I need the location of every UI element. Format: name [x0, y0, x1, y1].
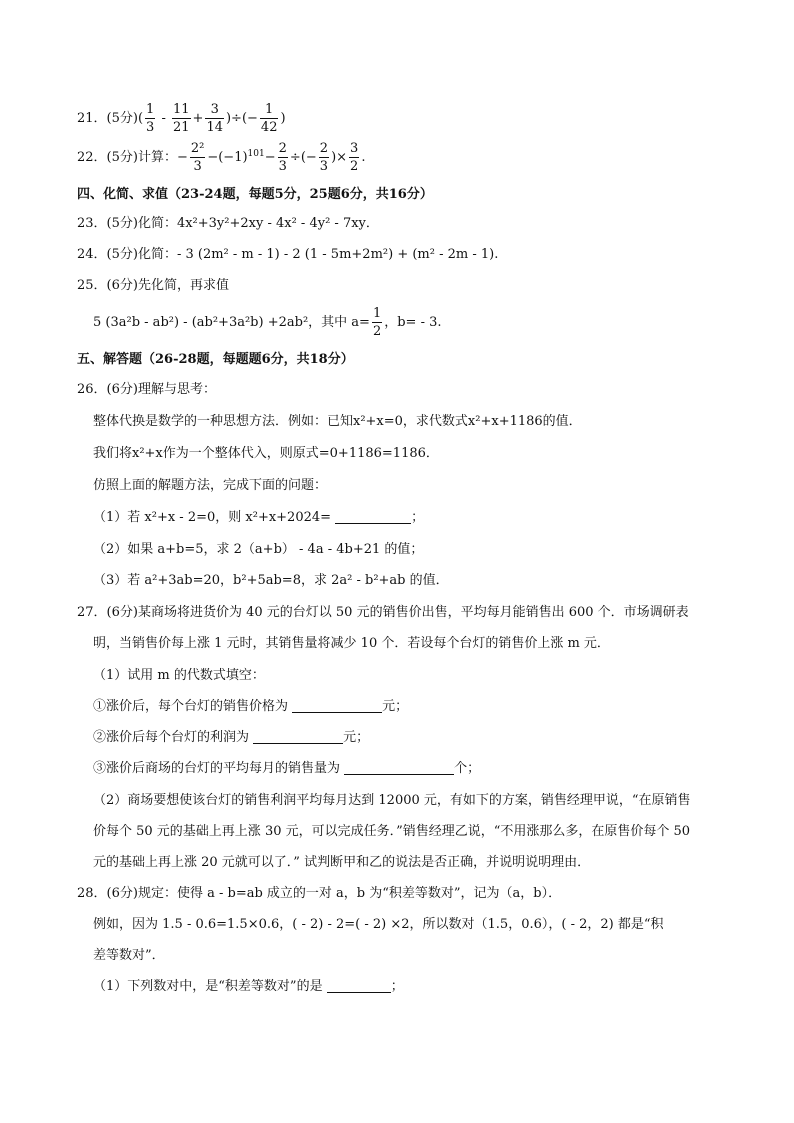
question-25-title: 25．(6分)先化简，再求值: [77, 278, 229, 293]
question-26-text: 我们将x²+x作为一个整体代入，则原式=0+1186=1186．: [93, 446, 439, 461]
question-27-text: 27．(6分)某商场将进货价为 40 元的台灯以 50 元的销售价出售，平均每月能销售出 600 个．市场调研表: [77, 605, 689, 620]
question-23: 23．(5分)化简：4x²+3y²+2xy - 4x² - 4y² - 7xy．: [77, 216, 379, 231]
question-26-title: 26．(6分)理解与思考：: [77, 382, 216, 397]
question-26-text: 整体代换是数学的一种思想方法．例如：已知x²+x=0，求代数式x²+x+1186的值．: [93, 414, 582, 429]
question-27-text: 元的基础上再上涨 20 元就可以了．” 试判断甲和乙的说法是否正确，并说明说明理由．: [93, 855, 591, 870]
question-25-expression: 5 (3a²b - ab²) - (ab²+3a²b) +2ab²，其中 a= $\frac{1}{2}$ ，b= - 3.: [93, 306, 442, 339]
question-27-item-c: ③涨价后商场的台灯的平均每月的销售量为 个；: [93, 761, 481, 776]
fraction: $\frac{1}{42}$: [260, 102, 278, 135]
answer-blank: [335, 509, 411, 524]
section-4-heading: 四、化简、求值（23-24题，每题5分，25题6分，共16分）: [77, 187, 433, 202]
answer-blank: [327, 978, 391, 993]
answer-blank: [253, 729, 343, 744]
answer-blank: [344, 760, 454, 775]
fraction: $\frac{3}{14}$: [206, 102, 223, 135]
question-26-part-3: （3）若 a²+3ab=20，b²+5ab=8，求 2a² - b²+ab 的值．: [93, 573, 449, 588]
question-27-part-2: （2）商场要想使该台灯的销售利润平均每月达到 12000 元，有如下的方案，销售经理甲说，“在原销售: [93, 793, 691, 808]
question-28-part-1: （1）下列数对中，是“积差等数对”的是 ；: [93, 979, 404, 994]
fraction: $\frac{11}{21}$: [172, 102, 190, 135]
question-21: 21．(5分)( $\frac{1}{3}$ - $\frac{11}{21}$ + $\frac{3}{14}$ )÷(− $\frac{1}{42}$ ): [77, 102, 286, 135]
question-27-item-b: ②涨价后每个台灯的利润为 元；: [93, 730, 370, 745]
question-26-text: 仿照上面的解题方法，完成下面的问题：: [93, 478, 328, 493]
section-5-heading: 五、解答题（26-28题，每题题6分，共18分）: [77, 352, 354, 367]
question-28-text: 差等数对”．: [93, 948, 165, 963]
question-28-text: 例如，因为 1.5 - 0.6=1.5×0.6，( - 2) - 2=( - 2) ×2，所以数对（1.5，0.6），( - 2，2) 都是“积: [93, 917, 664, 932]
fraction: $\frac{\text{2²}}{3}$: [190, 141, 205, 174]
fraction: $\frac{3}{2}$: [350, 141, 359, 174]
question-27-item-a: ①涨价后，每个台灯的销售价格为 元；: [93, 699, 409, 714]
question-27-part-1: （1）试用 m 的代数式填空：: [93, 668, 265, 683]
question-27-text: 价每个 50 元的基础上再上涨 30 元，可以完成任务．”销售经理乙说，“不用涨那么多，在原售价每个 50: [93, 824, 691, 839]
question-27-text: 明，当销售价每上涨 1 元时，其销售量将减少 10 个．若设每个台灯的销售价上涨 m 元．: [93, 636, 610, 651]
question-26-part-2: （2）如果 a+b=5，求 2（a+b） - 4a - 4b+21 的值；: [93, 542, 424, 557]
fraction: $\frac{1}{3}$: [146, 102, 155, 135]
question-24: 24．(5分)化简：- 3 (2m² - m - 1) - 2 (1 - 5m+2m²) + (m² - 2m - 1).: [77, 247, 499, 262]
question-28-text: 28．(6分)规定：使得 a - b=ab 成立的一对 a，b 为“积差等数对”，记为（a，b）．: [77, 886, 562, 901]
fraction: $\frac{2}{3}$: [278, 141, 287, 174]
question-26-part-1: （1）若 x²+x - 2=0，则 x²+x+2024= ；: [93, 510, 425, 525]
fraction: $\frac{1}{2}$: [372, 306, 382, 339]
question-22: 22．(5分)计算：− $\frac{\text{2²}}{3}$ $-(-1)^{101}-$ $\frac{2}{3}$ ÷(− $\frac{2}{3}$ )× $\frac{3}{2}$ .: [77, 141, 366, 174]
fraction: $\frac{2}{3}$: [319, 141, 329, 174]
answer-blank: [292, 698, 382, 713]
